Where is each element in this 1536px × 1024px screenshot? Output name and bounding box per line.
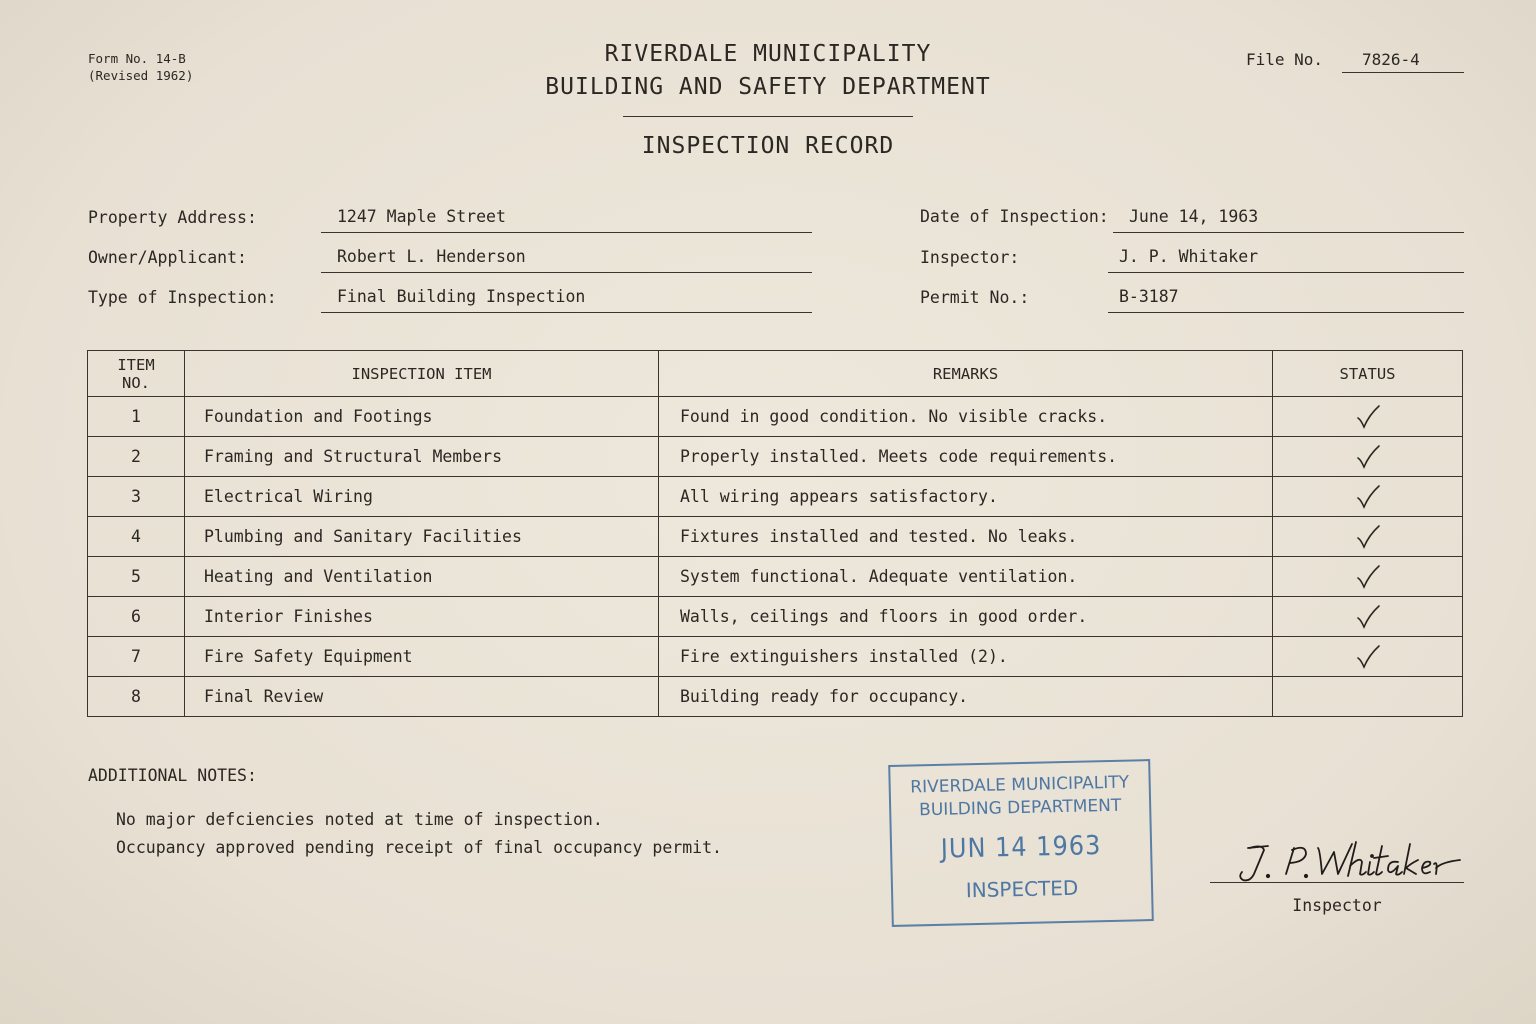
check-mark-icon bbox=[1355, 604, 1381, 630]
table-row bbox=[88, 597, 1463, 637]
status-cell bbox=[1273, 517, 1463, 557]
remarks: Properly installed. Meets code requirements. bbox=[659, 437, 1273, 477]
status-cell bbox=[1273, 397, 1463, 437]
stamp-municipality: RIVERDALE MUNICIPALITY bbox=[910, 772, 1130, 798]
check-mark-icon bbox=[1355, 564, 1381, 590]
status-cell bbox=[1273, 557, 1463, 597]
note-line: Occupancy approved pending receipt of final occupancy permit. bbox=[116, 838, 722, 857]
status-cell bbox=[1273, 637, 1463, 677]
header-divider bbox=[623, 116, 913, 117]
stamp-department: BUILDING DEPARTMENT bbox=[918, 795, 1122, 821]
header-remarks: REMARKS bbox=[659, 351, 1273, 397]
file-number-label: File No. bbox=[1246, 50, 1324, 69]
owner-value: Robert L. Henderson bbox=[321, 247, 812, 273]
remarks: Fire extinguishers installed (2). bbox=[659, 637, 1273, 677]
inspected-stamp bbox=[888, 759, 1154, 927]
form-number: Form No. 14-B bbox=[88, 51, 186, 66]
item-number: 6 bbox=[88, 597, 185, 637]
inspection-item: Fire Safety Equipment bbox=[185, 637, 659, 677]
stamp-status: INSPECTED bbox=[965, 875, 1079, 903]
item-number: 4 bbox=[88, 517, 185, 557]
department-name: BUILDING AND SAFETY DEPARTMENT bbox=[545, 74, 991, 100]
signature-line bbox=[1210, 882, 1464, 883]
table-row bbox=[88, 557, 1463, 597]
table-row bbox=[88, 477, 1463, 517]
file-number-field bbox=[1246, 50, 1420, 69]
item-number: 1 bbox=[88, 397, 185, 437]
table-row bbox=[88, 397, 1463, 437]
inspection-item: Foundation and Footings bbox=[185, 397, 659, 437]
table-row bbox=[88, 517, 1463, 557]
remarks: All wiring appears satisfactory. bbox=[659, 477, 1273, 517]
inspector-label: Inspector: bbox=[920, 248, 1020, 267]
permit-value: B-3187 bbox=[1108, 287, 1464, 313]
inspection-date-value: June 14, 1963 bbox=[1113, 207, 1464, 233]
note-line: No major defciencies noted at time of inspection. bbox=[116, 810, 603, 829]
check-mark-icon bbox=[1355, 524, 1381, 550]
item-number: 8 bbox=[88, 677, 185, 717]
inspection-item: Interior Finishes bbox=[185, 597, 659, 637]
remarks: Found in good condition. No visible cracks. bbox=[659, 397, 1273, 437]
file-number-value: 7826-4 bbox=[1342, 50, 1464, 73]
status-cell bbox=[1273, 597, 1463, 637]
inspection-type-label: Type of Inspection: bbox=[88, 288, 277, 307]
inspection-item: Electrical Wiring bbox=[185, 477, 659, 517]
inspection-item: Heating and Ventilation bbox=[185, 557, 659, 597]
check-mark-icon bbox=[1355, 404, 1381, 430]
remarks: Fixtures installed and tested. No leaks. bbox=[659, 517, 1273, 557]
document-title: INSPECTION RECORD bbox=[641, 133, 895, 159]
document-header bbox=[468, 38, 1068, 159]
form-number-block bbox=[88, 50, 193, 84]
item-number: 2 bbox=[88, 437, 185, 477]
remarks: Building ready for occupancy. bbox=[659, 677, 1273, 717]
municipality-name: RIVERDALE MUNICIPALITY bbox=[604, 41, 932, 67]
status-cell bbox=[1273, 677, 1463, 717]
inspector-value: J. P. Whitaker bbox=[1108, 247, 1464, 273]
item-number: 7 bbox=[88, 637, 185, 677]
inspection-item: Final Review bbox=[185, 677, 659, 717]
remarks: Walls, ceilings and floors in good order. bbox=[659, 597, 1273, 637]
stamp-date: JUN 14 1963 bbox=[940, 829, 1102, 865]
table-header-row bbox=[88, 351, 1463, 397]
inspection-table bbox=[87, 350, 1463, 717]
header-item-no: ITEM NO. bbox=[88, 351, 185, 397]
check-mark-icon bbox=[1355, 444, 1381, 470]
inspector-signature bbox=[1210, 830, 1464, 886]
form-revised: (Revised 1962) bbox=[88, 68, 194, 83]
owner-label: Owner/Applicant: bbox=[88, 248, 247, 267]
header-inspection-item: INSPECTION ITEM bbox=[185, 351, 659, 397]
additional-notes-label: ADDITIONAL NOTES: bbox=[88, 766, 257, 785]
remarks: System functional. Adequate ventilation. bbox=[659, 557, 1273, 597]
permit-label: Permit No.: bbox=[920, 288, 1030, 307]
additional-notes bbox=[116, 806, 722, 862]
table-row bbox=[88, 437, 1463, 477]
check-mark-icon bbox=[1355, 644, 1381, 670]
header-status: STATUS bbox=[1273, 351, 1463, 397]
inspection-item: Framing and Structural Members bbox=[185, 437, 659, 477]
table-row bbox=[88, 677, 1463, 717]
inspection-type-value: Final Building Inspection bbox=[321, 287, 812, 313]
status-cell bbox=[1273, 437, 1463, 477]
inspection-date-label: Date of Inspection: bbox=[920, 207, 1109, 226]
signature-role: Inspector bbox=[1292, 896, 1382, 915]
item-number: 3 bbox=[88, 477, 185, 517]
property-address-label: Property Address: bbox=[88, 208, 257, 227]
property-address-value: 1247 Maple Street bbox=[321, 207, 812, 233]
status-cell bbox=[1273, 477, 1463, 517]
item-number: 5 bbox=[88, 557, 185, 597]
check-mark-icon bbox=[1355, 484, 1381, 510]
table-row bbox=[88, 637, 1463, 677]
inspection-item: Plumbing and Sanitary Facilities bbox=[185, 517, 659, 557]
